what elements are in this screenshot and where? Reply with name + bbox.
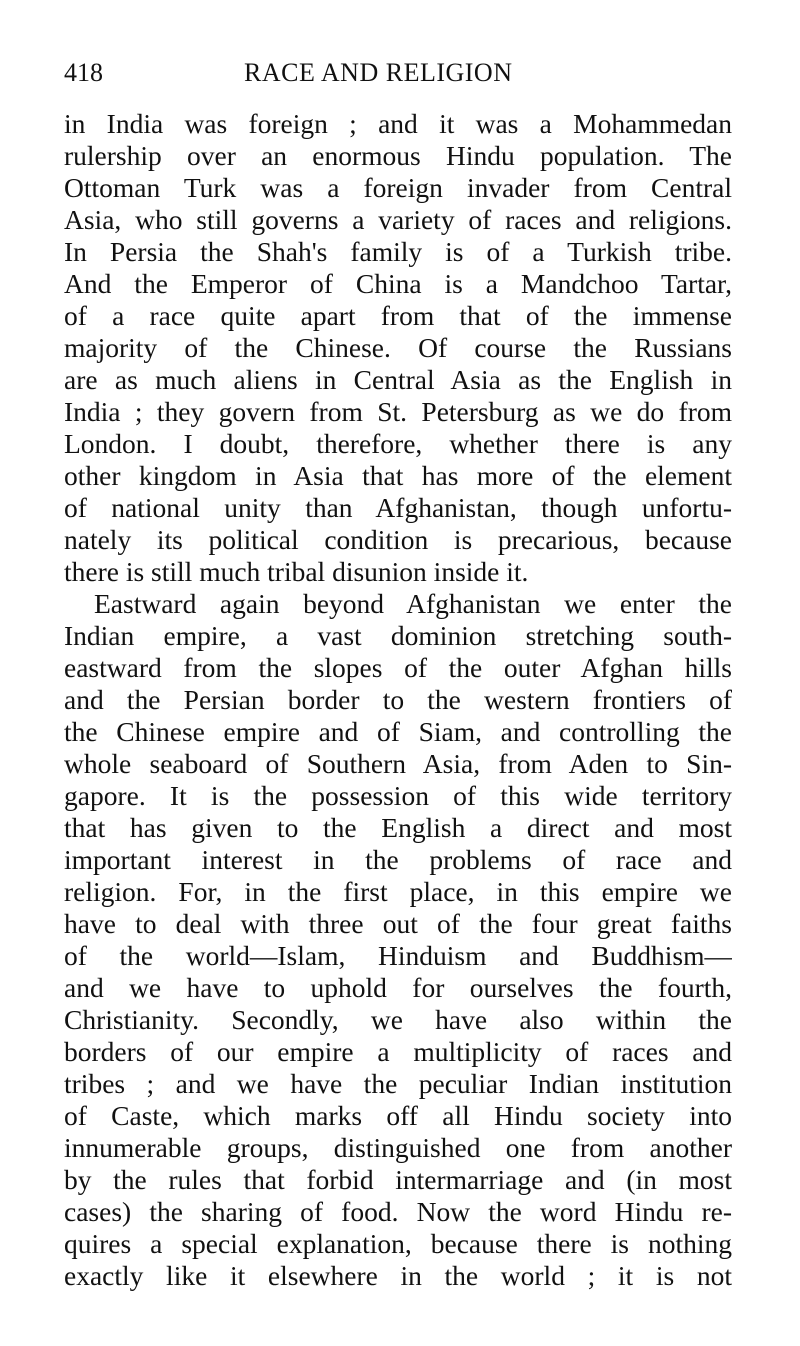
text-line: by the rules that forbid intermarriage and (in most [64,1164,732,1195]
text-line: quires a special explanation, because there is nothing [64,1228,732,1259]
text-line: nately its political condition is precarious, because [64,524,732,555]
running-head: RACE AND RELIGION [244,58,513,87]
text-line: the Chinese empire and of Siam, and controlling the [64,716,732,747]
text-line: Christianity. Secondly, we have also within the [64,1004,732,1035]
text-line: there is still much tribal disunion inside it. [64,556,529,587]
text-line: whole seaboard of Southern Asia, from Aden to Sin- [64,748,732,779]
text-line: London. I doubt, therefore, whether there is any [64,428,732,459]
text-line: of the world—Islam, Hinduism and Buddhism— [64,940,732,971]
page-header [64,56,732,96]
page-number: 418 [64,58,103,87]
text-line: have to deal with three out of the four great faiths [64,908,732,939]
text-line: religion. For, in the first place, in this empire we [64,876,732,907]
text-line: and we have to uphold for ourselves the fourth, [64,972,732,1003]
text-line: Eastward again beyond Afghanistan we enter the [94,588,732,619]
text-line: important interest in the problems of race and [64,844,732,875]
body-text [64,108,732,1292]
text-line: rulership over an enormous Hindu population. The [64,140,732,171]
paragraph-2 [64,588,732,1292]
text-line: cases) the sharing of food. Now the word Hindu re- [64,1196,732,1227]
text-line: are as much aliens in Central Asia as the English in [64,364,732,395]
text-line: India ; they govern from St. Petersburg as we do from [64,396,732,427]
text-line: Indian empire, a vast dominion stretching south- [64,620,732,651]
text-line: and the Persian border to the western frontiers of [64,684,732,715]
text-line: And the Emperor of China is a Mandchoo Tartar, [64,268,732,299]
text-line: of national unity than Afghanistan, though unfortu- [64,492,732,523]
text-line: eastward from the slopes of the outer Afghan hills [64,652,732,683]
text-line: that has given to the English a direct and most [64,812,732,843]
text-line: In Persia the Shah's family is of a Turkish tribe. [64,236,732,267]
text-line: Asia, who still governs a variety of races and religions. [64,204,732,235]
text-line: gapore. It is the possession of this wide territory [64,780,732,811]
text-line: borders of our empire a multiplicity of races and [64,1036,732,1067]
text-line: Ottoman Turk was a foreign invader from Central [64,172,732,203]
paragraph-1 [64,108,732,588]
text-line: tribes ; and we have the peculiar Indian institution [64,1068,732,1099]
text-line: exactly like it elsewhere in the world ; it is not [64,1260,732,1291]
text-line: innumerable groups, distinguished one from another [64,1132,732,1163]
text-line: of Caste, which marks off all Hindu society into [64,1100,732,1131]
text-line: of a race quite apart from that of the immense [64,300,732,331]
text-line: majority of the Chinese. Of course the Russians [64,332,732,363]
text-line: in India was foreign ; and it was a Mohammedan [64,108,732,139]
text-line: other kingdom in Asia that has more of the element [64,460,732,491]
